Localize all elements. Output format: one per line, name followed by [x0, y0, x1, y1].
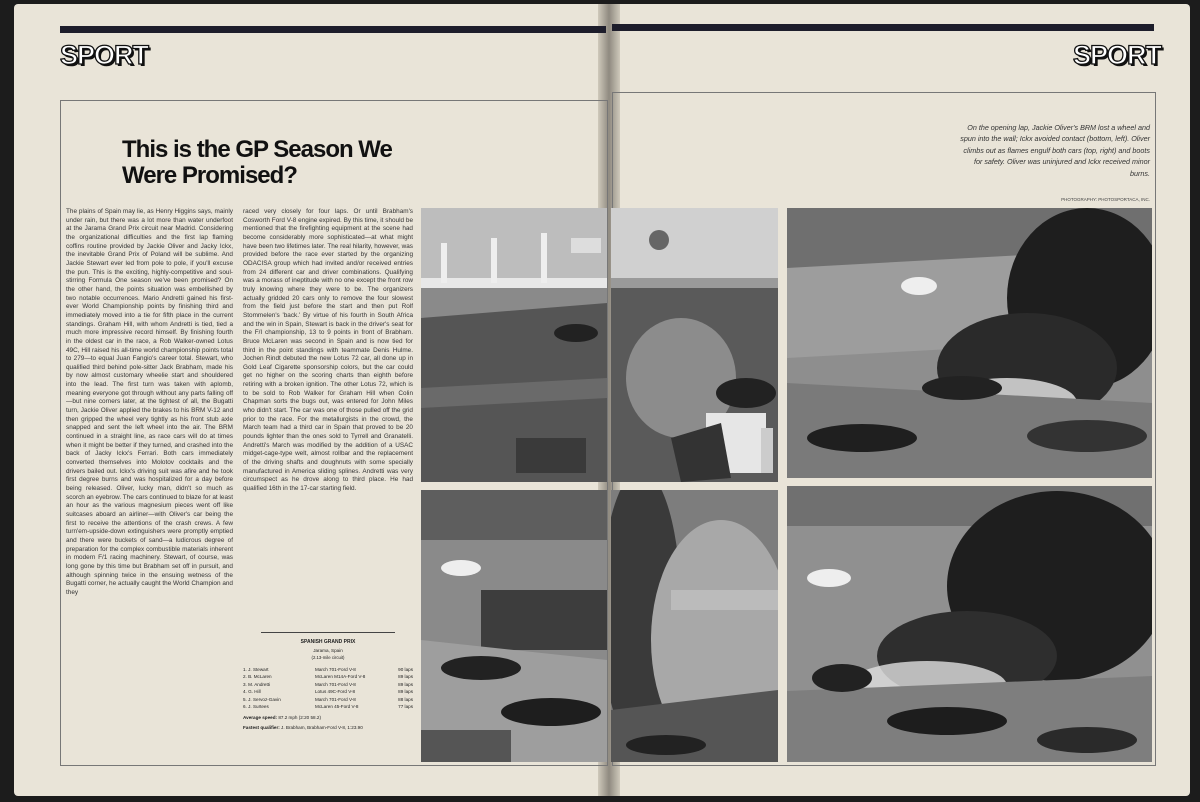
results-driver: 6. J. Surtees: [243, 704, 269, 709]
results-laps: 89 laps: [398, 681, 413, 687]
results-row: [243, 688, 413, 696]
photo-image: [611, 490, 778, 762]
race-photo-4: [421, 490, 607, 762]
race-photo-1: [421, 208, 607, 482]
results-car: March 701-Ford V-8: [315, 696, 356, 702]
results-laps: 90 laps: [398, 666, 413, 672]
results-venue: Jarama, Spain: [313, 647, 343, 653]
results-fastest-qualifier: [243, 724, 413, 732]
results-row: [243, 696, 413, 704]
results-driver: 1. J. Stewart: [243, 666, 269, 672]
photo-credit: PHOTOGRAPHY: PHOTOSPORTACA, INC.: [1061, 197, 1150, 202]
article-column-2: raced very closely for four laps. Or until Brabham's Cosworth Ford V-8 engine expired. By this time, it should be mentioned that the firefighting equipment at the scene had become considerably more sophisticated—at what might have been two lifetimes later. The real hilarity, however, was provided before the race ever started by the organizing ODACISA group which had invited and/or received entries from 24 different car and driver combinations. Qualifying was a morass of ineptitude with no one except the front row truly knowing where they were to be. The organizers actually gridded 20 cars only to remove the four slowest from the field just before the start and then put Rolf Stommelen's 'back.' By virtue of his fourth in South Africa and the win in Spain, Stewart is back in the driver's seat for the F/I championship, 13 to 9 points in front of Brabham. Bruce McLaren was second in Spain and is now tied for third in the point standings with teammate Denis Hulme. Jochen Rindt debuted the new Lotus 72 car, all done up in Gold Leaf Cigarette sponsorship colors, but the car could get no higher on the scoring charts than eighth before retiring with a broken ignition. The other Lotus 72, which is to be sold to Rob Walker for Graham Hill when Colin Chapman sorts the bugs out, was entered for John Miles who didn't start. The car was one of those pulled off the grid prior to the race. For the metallurgists in the crowd, the March team had a third car in Spain that proved to be 20 pounds lighter than the ones sold to Tyrrell and Granatelli. Andretti's March was modified by the addition of a USAC midget-cage-type welt, almost rollbar and the replacement of the driving shafts and doughnuts with some specially manufactured in America sliding splines. Andretti was very circumspect as he drove along to third place. He had qualified 16th in the 17-car starting field.: [243, 208, 413, 492]
results-laps: 89 laps: [398, 674, 413, 679]
results-row: [243, 681, 413, 689]
results-driver: 4. G. Hill: [243, 689, 261, 694]
results-row: [243, 673, 413, 681]
results-title: SPANISH GRAND PRIX: [300, 639, 356, 645]
section-label-right: SPORT: [1073, 40, 1162, 70]
photo-image: [421, 208, 607, 482]
results-average-speed: [243, 714, 413, 722]
results-row: [243, 703, 413, 711]
results-car: McLaren M14A-Ford V-8: [315, 674, 366, 679]
results-driver: 3. M. Andretti: [243, 681, 271, 687]
photo-image: [611, 208, 778, 482]
results-car: Lotus 49C-Ford V-8: [315, 689, 356, 694]
race-photo-2: [611, 208, 778, 482]
race-photo-3: [787, 208, 1152, 478]
results-driver: 5. J. Servoz-Gavin: [243, 696, 281, 702]
article-column-1: The plains of Spain may lie, as Henry Higgins says, mainly under rain, but there was a lot more than water underfoot at the Jarama Grand Prix circuit near Madrid. Considering the organizational difficulties and the first lap flaming coffins routine provided by Jackie Oliver and Jacky Ickx, the inevitable Grand Prix of Poland will be sublime. And Jackie Stewart ever led from pole to pole, if you'll excuse the pun. This is the exciting, highly-competitive and soul-stirring Formula One season we've been promised? On the other hand, the points situation was embellished by two notable occurrences. Mario Andretti gained his first-ever World Championship points by finishing third and immediately moved into a tie for fifth place in the current standings. Graham Hill, with whom Andretti is tied, tied a much more impressive record himself. By finishing fourth in the oldest car in the race, a Rob Walker-owned Lotus 49C, Hill raised his all-time world championship points total to 279—to equal Juan Fangio's career total. Stewart, who qualified third behind pole-sitter Jack Brabham, made his by now almost customary wheelie start and shouldered into the lead. The first turn was taken with aplomb, meaning everyone got through without any parts falling off—but nine corners later, at the tightest of all, the Bugatti turn, Jackie Oliver applied the brakes to his BRM V-12 and then gripped the wheel very tightly as his front stub axle snapped and sent the left wheel into the air. The BRM continued in a straight line, as race cars will do at times when it might be better if they turned, and crashed into the back of Jacky Ickx's Ferrari. Both cars immediately converted themselves into Molotov cocktails and the drivers bailed out. Ickx's driving suit was afire and he took first degree burns and was hospitalized for a day before being released. Oliver, lucky man, didn't so much as scorch an eyebrow. The cars continued to blaze for at least an hour as the various magnesium pieces went off like suitcases aboard an airliner—with Oliver's car being the first to receive the attentions of the crash crews. A few turn'em-upside-down extinguishers were promptly emptied and there were buckets of sand—a ludicrous degree of preparation for the complex combustible materials inherent in modern F/1 racing machinery. Stewart, of course, was long gone by this time but Brabham set off in pursuit, and although spinning twice in the ensuing wetness of the Bugatti corner, he actually caught the World Champion and they: [66, 208, 233, 596]
photo-image: [421, 490, 607, 762]
results-row: [243, 666, 413, 674]
results-circuit: (2.13-mile circuit): [311, 655, 345, 660]
results-laps: 88 laps: [398, 696, 413, 702]
average-speed-label: Average speed:: [243, 714, 278, 720]
average-speed-value: 87.2 mph (2:20 58.2): [278, 714, 321, 720]
results-car: March 701-Ford V-8: [315, 681, 356, 687]
results-car: McLaren 45-Ford V-8: [315, 704, 359, 709]
section-label-left: SPORT: [60, 40, 149, 70]
top-rule-left: [60, 26, 606, 33]
photo-caption: On the opening lap, Jackie Oliver's BRM lost a wheel and spun into the wall; Ickx avoided contact (bottom, left). Oliver climbs out as flames engulf both cars (top, right) and boots for safety. Oliver was uninjured and Ickx received minor burns.: [960, 123, 1150, 178]
results-laps: 89 laps: [398, 689, 413, 694]
results-laps: 77 laps: [398, 704, 413, 709]
results-rule: [261, 632, 395, 633]
fastest-qualifier-label: Fastest qualifier:: [243, 725, 280, 730]
results-driver: 2. B. McLaren: [243, 674, 272, 679]
race-results-box: [243, 632, 413, 732]
headline: This is the GP Season We Were Promised?: [122, 136, 392, 189]
top-rule-right: [612, 24, 1154, 31]
photo-image: [787, 208, 1152, 478]
results-car: March 701-Ford V-8: [315, 666, 356, 672]
photo-image: [787, 486, 1152, 762]
fastest-qualifier-value: J. Brabham, Brabham-Ford V-8, 1:23.90: [281, 725, 363, 730]
race-photo-6: [787, 486, 1152, 762]
race-photo-5: [611, 490, 778, 762]
